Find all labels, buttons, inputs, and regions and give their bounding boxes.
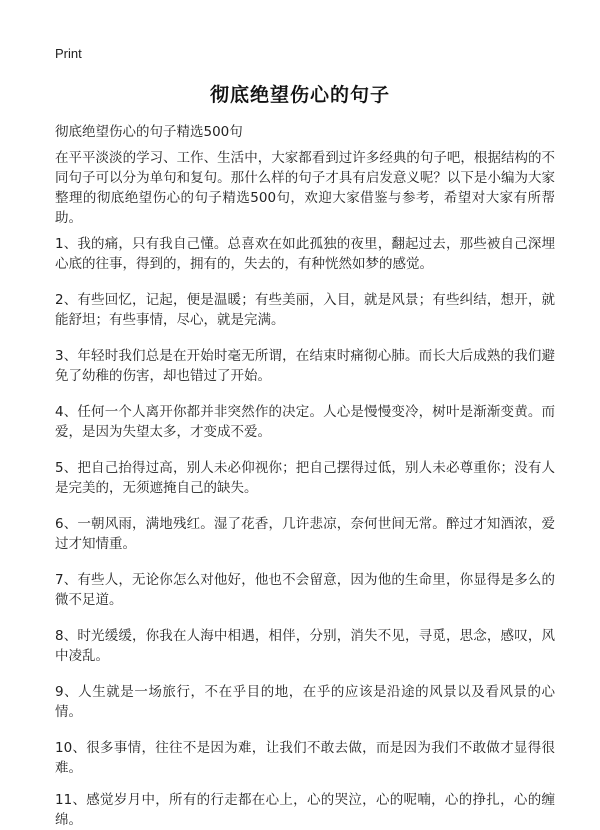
- list-item: 5、把自己抬得过高，别人未必仰视你；把自己摆得过低，别人未必尊重你；没有人是完美的，无须遮掩自己的缺失。: [55, 460, 555, 496]
- list-item: 10、很多事情，往往不是因为难，让我们不敢去做，而是因为我们不敢做才显得很难。: [55, 740, 555, 776]
- print-link[interactable]: Print: [55, 46, 82, 61]
- list-item: 11、感觉岁月中，所有的行走都在心上，心的哭泣，心的呢喃，心的挣扎，心的缠绵。: [55, 792, 555, 828]
- list-item: 6、一朝风雨，满地残红。湿了花香，几许悲凉，奈何世间无常。醉过才知酒浓，爱过才知情重。: [55, 516, 555, 552]
- list-item: 8、时光缓缓，你我在人海中相遇，相伴，分别，消失不见，寻觅，思念，感叹，风中凌乱。: [55, 628, 555, 664]
- list-item: 2、有些回忆，记起，便是温暖；有些美丽，入目，就是风景；有些纠结，想开，就能舒坦；有些事情，尽心，就是完满。: [55, 292, 555, 328]
- list-item: 4、任何一个人离开你都并非突然作的决定。人心是慢慢变冷，树叶是渐渐变黄。而爱，是因为失望太多，才变成不爱。: [55, 404, 555, 440]
- list-item: 1、我的痛，只有我自己懂。总喜欢在如此孤独的夜里，翻起过去，那些被自己深埋心底的往事，得到的，拥有的，失去的，有种恍然如梦的感觉。: [55, 236, 555, 272]
- list-item: 9、人生就是一场旅行，不在乎目的地，在乎的应该是沿途的风景以及看风景的心情。: [55, 684, 555, 720]
- list-item: 7、有些人，无论你怎么对他好，他也不会留意，因为他的生命里，你显得是多么的微不足道。: [55, 572, 555, 608]
- list-item: 3、年轻时我们总是在开始时毫无所谓，在结束时痛彻心肺。而长大后成熟的我们避免了幼稚的伤害，却也错过了开始。: [55, 348, 555, 384]
- page-title: 彻底绝望伤心的句子: [209, 84, 390, 106]
- intro-paragraph: 在平平淡淡的学习、工作、生活中，大家都看到过许多经典的句子吧，根据结构的不同句子可以分为单句和复句。那什么样的句子才具有启发意义呢？以下是小编为大家整理的彻底绝望伤心的句子精选500句，欢迎大家借鉴与参考，希望对大家有所帮助。: [55, 150, 555, 226]
- page-subtitle: 彻底绝望伤心的句子精选500句: [55, 124, 243, 140]
